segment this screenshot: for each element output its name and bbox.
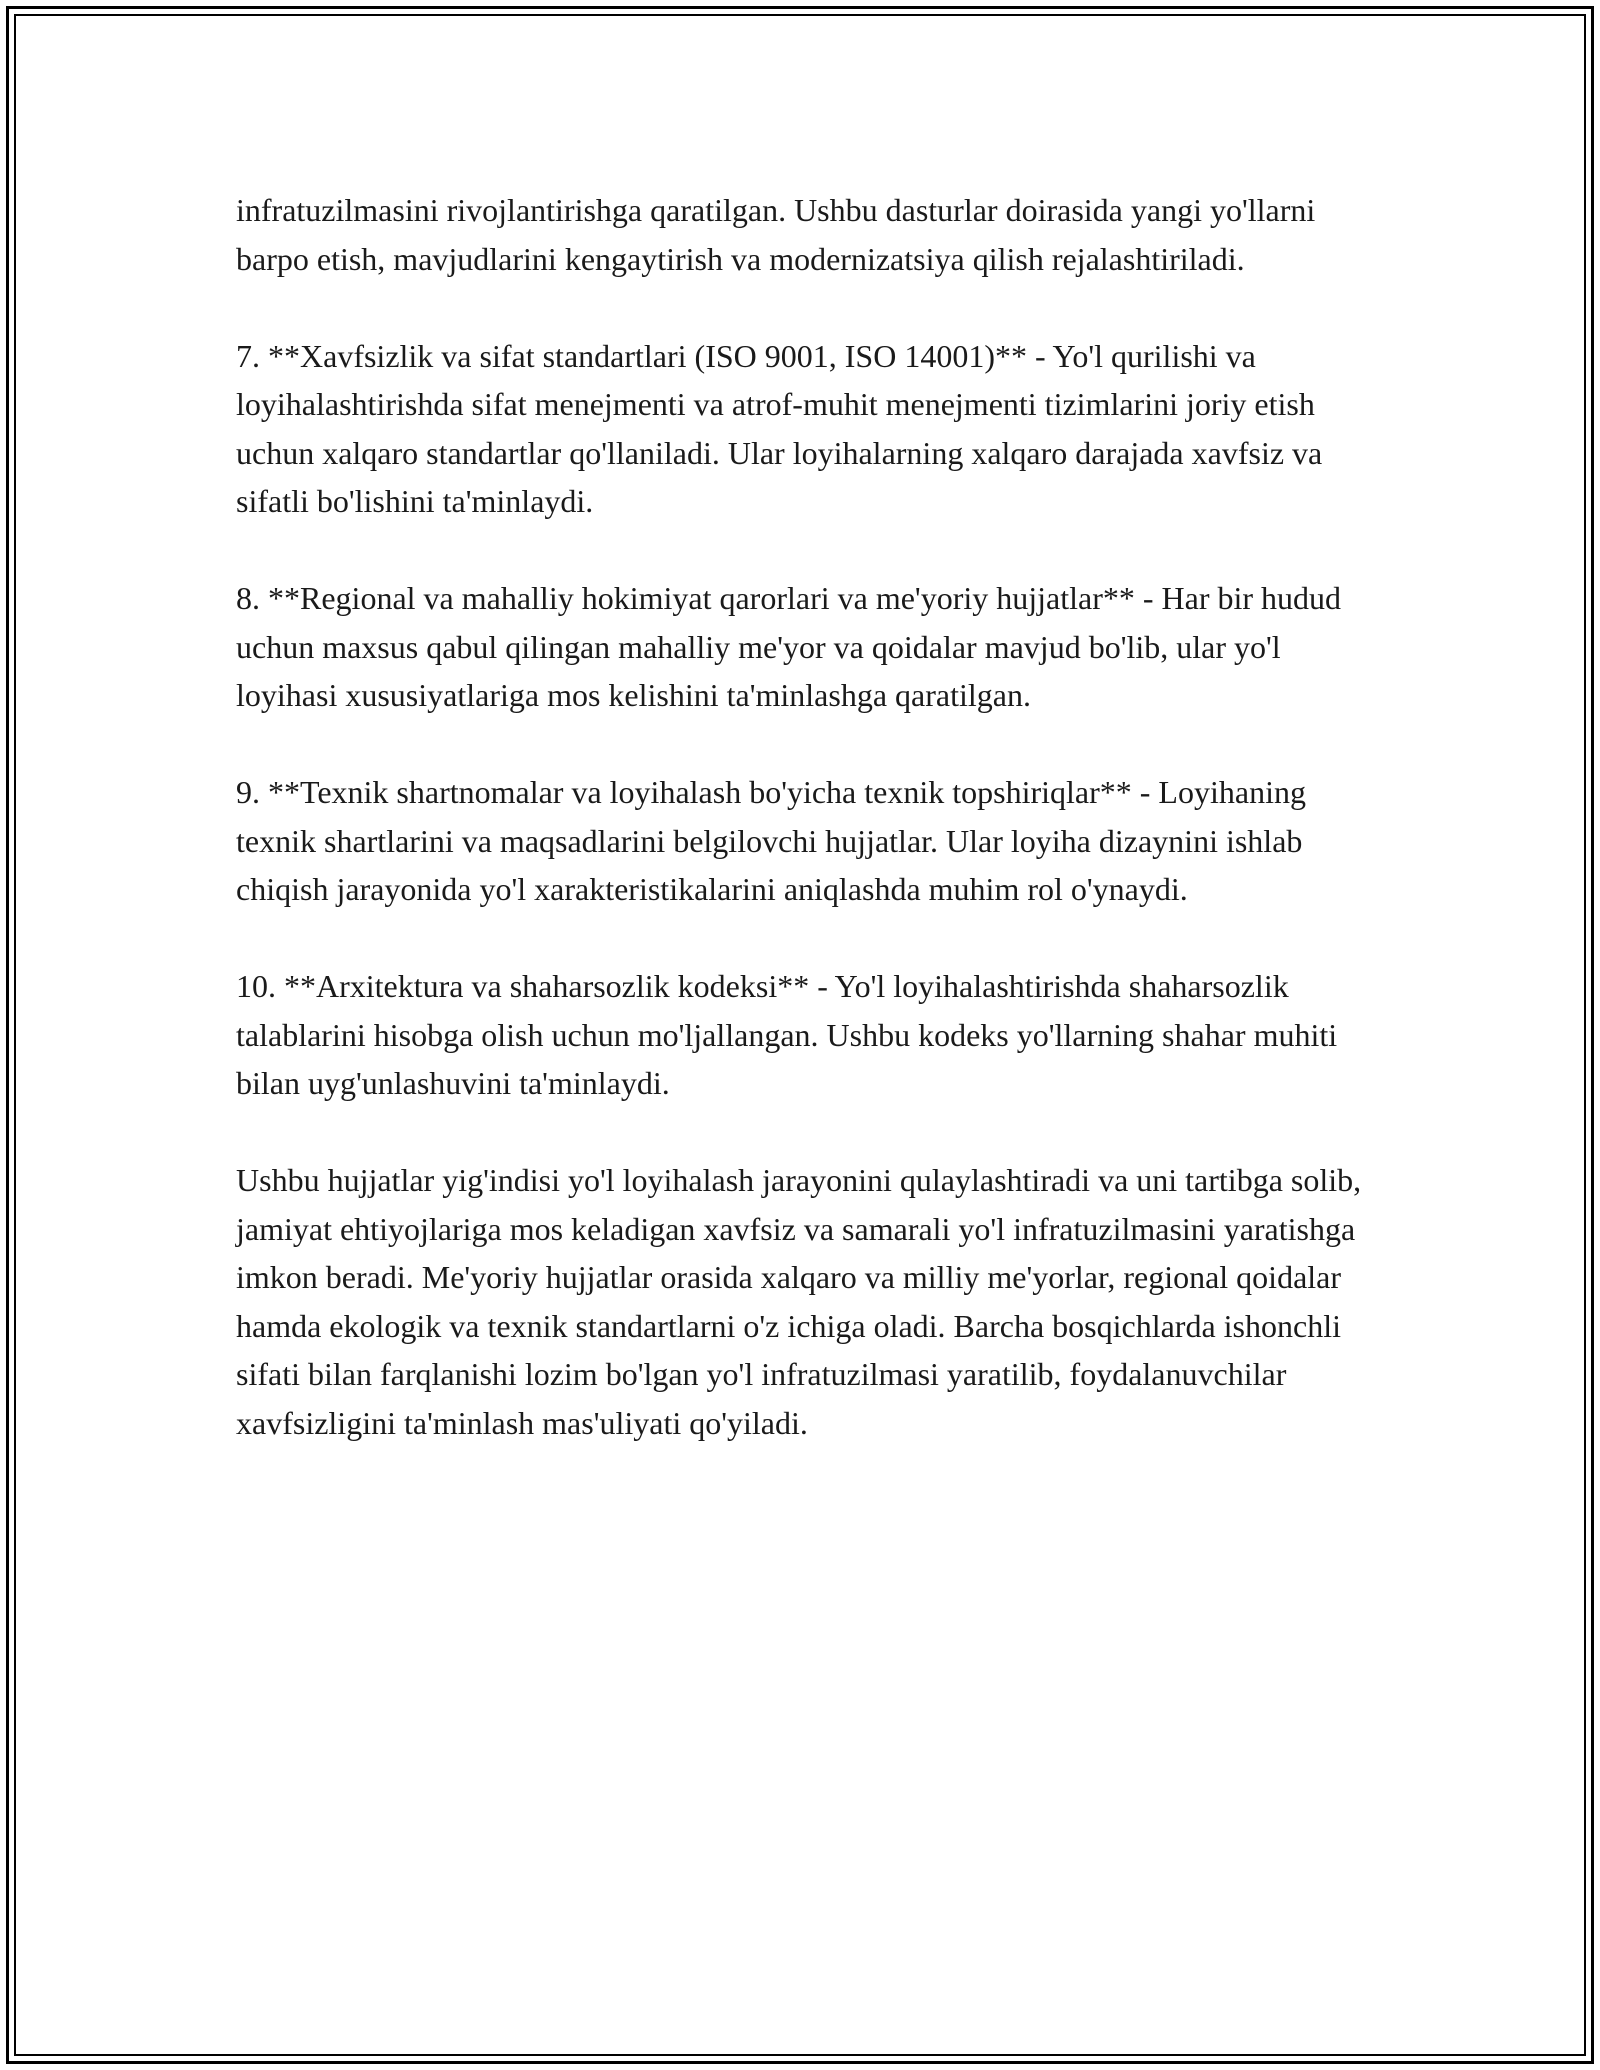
paragraph-item-10: 10. **Arxitektura va shaharsozlik kodeksi** - Yo'l loyihalashtirishda shaharsozlik talablarini hisobga olish uchun mo'ljallangan. Ushbu kodeks yo'llarning shahar muhiti bilan uyg'unlashuvini ta'minlaydi. bbox=[236, 968, 1338, 1101]
paragraph-item-7: 7. **Xavfsizlik va sifat standartlari (ISO 9001, ISO 14001)** - Yo'l qurilishi va loyihalashtirishda sifat menejmenti va atrof-muhit menejmenti tizimlarini joriy etish uchun xalqaro standartlar qo'llaniladi. Ular loyihalarning xalqaro darajada xavfsiz va sifatli bo'lishini ta'minlaydi. bbox=[236, 337, 1323, 519]
paragraph-intro-continuation: infratuzilmasini rivojlantirishga qaratilgan. Ushbu dasturlar doirasida yangi yo'llarni barpo etish, mavjudlarini kengaytirish va modernizatsiya qilish rejalashtiriladi. bbox=[236, 192, 1316, 277]
document-body bbox=[236, 186, 1366, 1496]
paragraph-item-9: 9. **Texnik shartnomalar va loyihalash bo'yicha texnik topshiriqlar** - Loyihaning texnik shartlarini va maqsadlarini belgilovchi hujjatlar. Ular loyiha dizaynini ishlab chiqish jarayonida yo'l xarakteristikalarini aniqlashda muhim rol o'ynaydi. bbox=[236, 774, 1306, 907]
paragraph-item-8: 8. **Regional va mahalliy hokimiyat qarorlari va me'yoriy hujjatlar** - Har bir hudud uchun maxsus qabul qilingan mahalliy me'yor va qoidalar mavjud bo'lib, ular yo'l loyihasi xususiyatlariga mos kelishini ta'minlashga qaratilgan. bbox=[236, 580, 1342, 713]
paragraph-conclusion: Ushbu hujjatlar yig'indisi yo'l loyihalash jarayonini qulaylashtiradi va uni tartibga solib, jamiyat ehtiyojlariga mos keladigan xavfsiz va samarali yo'l infratuzilmasini yaratishga imkon beradi. Me'yoriy hujjatlar orasida xalqaro va milliy me'yorlar, regional qoidalar hamda ekologik va texnik standartlarni o'z ichiga oladi. Barcha bosqichlarda ishonchli sifati bilan farqlanishi lozim bo'lgan yo'l infratuzilmasi yaratilib, foydalanuvchilar xavfsizligini ta'minlash mas'uliyati qo'yiladi. bbox=[236, 1162, 1362, 1441]
